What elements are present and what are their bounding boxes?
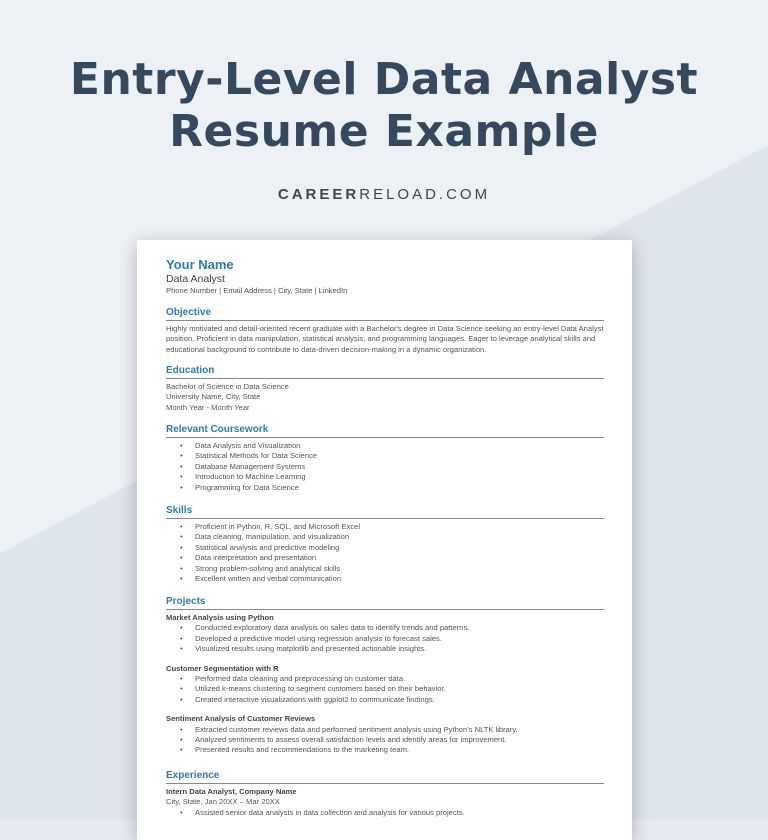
- list-item: • Strong problem-solving and analytical skills: [195, 564, 604, 574]
- project-bullets: [166, 623, 604, 654]
- list-item: • Data cleaning, manipulation, and visualization: [195, 532, 604, 542]
- text-line: Bachelor of Science in Data Science: [166, 382, 289, 391]
- title-line-1: Entry-Level Data Analyst: [69, 54, 699, 105]
- list-item: • Performed data cleaning and preprocessing on customer data.: [195, 674, 604, 684]
- site-bold: CAREER: [277, 186, 360, 203]
- section-heading: Education: [166, 364, 604, 379]
- title-line-2: Resume Example: [169, 106, 599, 157]
- section-education: [166, 364, 604, 413]
- list-item: • Conducted exploratory data analysis on sales data to identify trends and patterns.: [195, 623, 604, 633]
- objective-text: Highly motivated and detail-oriented recent graduate with a Bachelor's degree in Data Science seeking an entry-level Data Analyst position. Proficient in data manipulation, statistical analysis, and programming languages. Eager to leverage analytical skills and educational background to contribute to data-driven decision-making in a dynamic organization.: [166, 324, 604, 354]
- project-bullets: [166, 674, 604, 705]
- section-projects: [166, 595, 604, 756]
- list-item: • Data interpretation and presentation: [195, 553, 604, 563]
- section-heading: Objective: [166, 306, 604, 321]
- list-item: • Statistical Methods for Data Science: [195, 451, 604, 461]
- resume-paper: [137, 240, 632, 840]
- list-item: • Developed a predictive model using regression analysis to forecast sales.: [195, 634, 604, 644]
- coursework-list: [166, 441, 604, 493]
- resume-header: [166, 257, 604, 296]
- section-heading: Projects: [166, 595, 604, 610]
- list-item: • Analyzed sentiments to assess overall satisfaction levels and identify areas for improvement.: [195, 735, 604, 745]
- list-item: • Presented results and recommendations to the marketing team.: [195, 745, 604, 755]
- section-heading: Skills: [166, 504, 604, 519]
- list-item: • Visualized results using matplotlib and presented actionable insights.: [195, 644, 604, 654]
- project-title: Customer Segmentation with R: [166, 663, 279, 673]
- resume-contact: Phone Number | Email Address | City, State | LinkedIn: [166, 286, 348, 295]
- list-item: • Extracted customer reviews data and performed sentiment analysis using Python's NLTK library.: [195, 725, 604, 735]
- text-line: Month Year - Month Year: [166, 402, 250, 412]
- resume-role: Data Analyst: [166, 273, 225, 285]
- list-item: • Database Management Systems: [195, 462, 604, 472]
- section-heading: Experience: [166, 769, 604, 784]
- skills-list: [166, 522, 604, 584]
- project-title: Sentiment Analysis of Customer Reviews: [166, 714, 316, 724]
- section-experience: [166, 769, 604, 818]
- education-lines: [166, 382, 604, 413]
- list-item: • Proficient in Python, R, SQL, and Microsoft Excel: [195, 522, 604, 532]
- project-title: Market Analysis using Python: [166, 613, 274, 622]
- resume-name: Your Name: [166, 257, 234, 272]
- section-coursework: [166, 423, 604, 493]
- job-bullets: [166, 808, 604, 818]
- job-meta: City, State, Jan 20XX – Mar 20XX: [166, 797, 280, 807]
- section-objective: [166, 306, 604, 355]
- list-item: • Introduction to Machine Learning: [195, 472, 604, 482]
- list-item: • Excellent written and verbal communication: [195, 574, 604, 584]
- list-item: • Data Analysis and Visualization: [195, 441, 604, 451]
- project-bullets: [166, 725, 604, 756]
- section-heading: Relevant Coursework: [166, 423, 604, 438]
- text-line: University Name, City, State: [166, 392, 261, 402]
- list-item: • Utilized k-means clustering to segment customers based on their behavior.: [195, 684, 604, 694]
- section-skills: [166, 504, 604, 584]
- list-item: • Assisted senior data analysts in data collection and analysis for various projects.: [195, 808, 604, 818]
- site-rest: RELOAD.COM: [359, 186, 491, 203]
- job-title: Intern Data Analyst, Company Name: [166, 787, 297, 796]
- list-item: • Statistical analysis and predictive modeling: [195, 543, 604, 553]
- list-item: • Programming for Data Science: [195, 483, 604, 493]
- site-name: [0, 186, 768, 203]
- page-title: [0, 54, 768, 158]
- list-item: • Created interactive visualizations with ggplot2 to communicate findings.: [195, 695, 604, 705]
